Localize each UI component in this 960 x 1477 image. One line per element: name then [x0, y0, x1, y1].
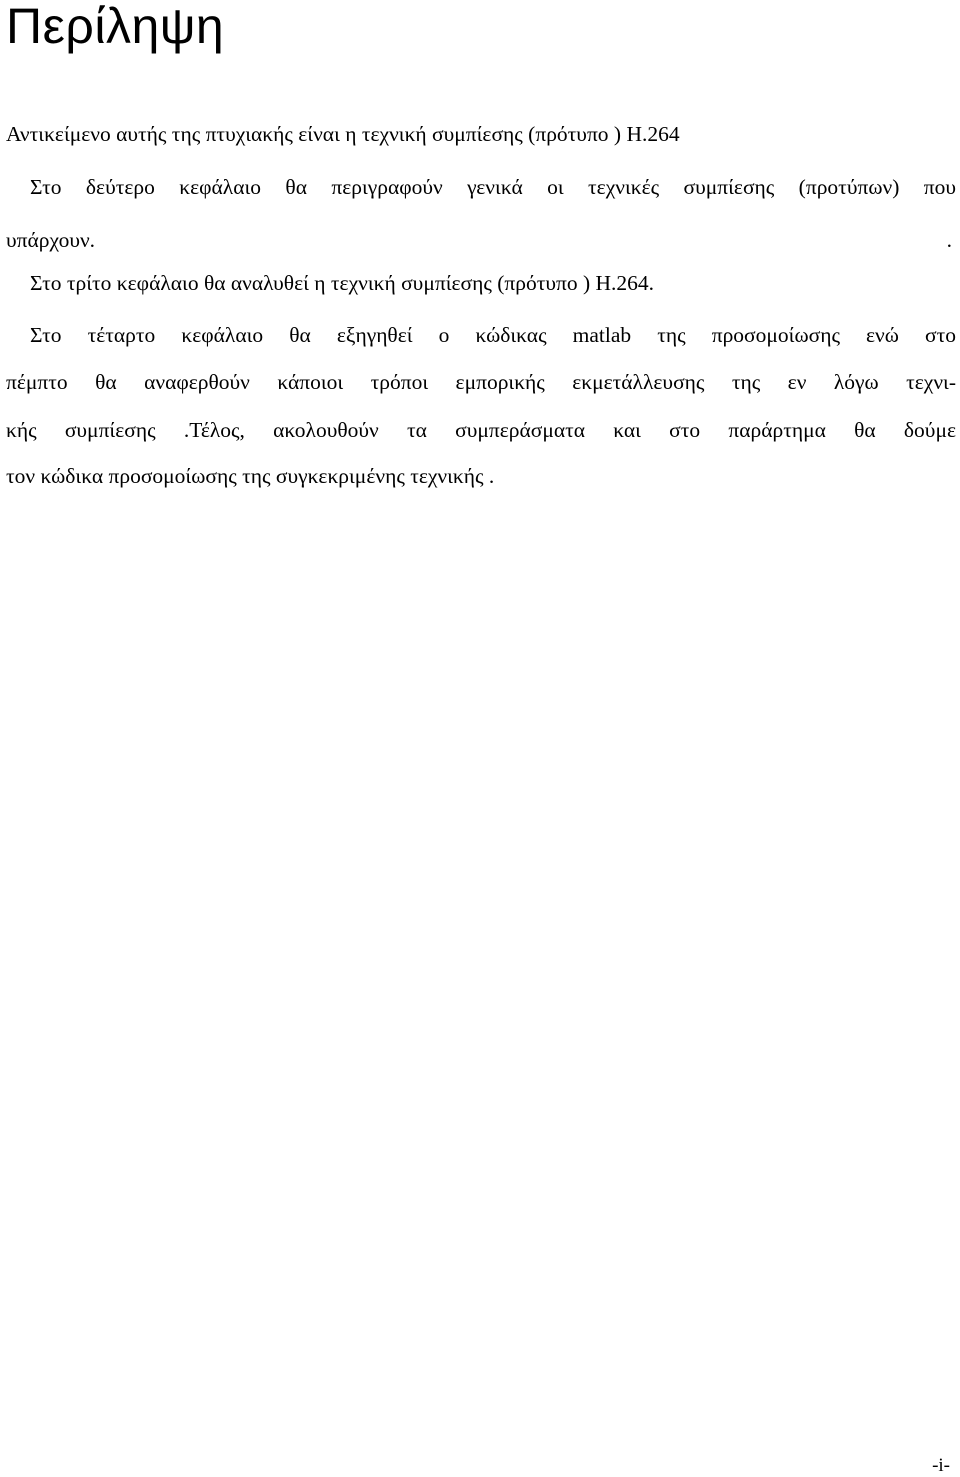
paragraph-chapter4-line2: πέμπτο θα αναφερθούν κάποιοι τρόποι εμπορικής εκμετάλλευσης της εν λόγω τεχνι-: [6, 370, 956, 394]
paragraph-chapter3: Στο τρίτο κεφάλαιο θα αναλυθεί η τεχνική συμπίεσης (πρότυπο ) H.264.: [30, 271, 655, 295]
paragraph-chapter4-line3: κής συμπίεσης .Τέλος, ακολουθούν τα συμπεράσματα και στο παράρτημα θα δούμε: [6, 418, 956, 442]
paragraph-chapter2-line2: υπάρχουν.: [6, 228, 96, 252]
page-title: Περίληψη: [6, 0, 225, 54]
paragraph-chapter2-line1: Στο δεύτερο κεφάλαιο θα περιγραφούν γενικά οι τεχνικές συμπίεσης (προτύπων) που: [30, 175, 956, 199]
paragraph-chapter4-line4: τον κώδικα προσομοίωσης της συγκεκριμένης τεχνικής .: [6, 464, 495, 488]
page-number: -i-: [932, 1455, 950, 1476]
paragraph-chapter4-line1: Στο τέταρτο κεφάλαιο θα εξηγηθεί ο κώδικας matlab της προσομοίωσης ενώ στο: [30, 323, 956, 347]
paragraph-objective: Αντικείμενο αυτής της πτυχιακής είναι η τεχνική συμπίεσης (πρότυπο ) H.264: [6, 122, 680, 146]
trailing-dot: .: [946, 228, 952, 252]
